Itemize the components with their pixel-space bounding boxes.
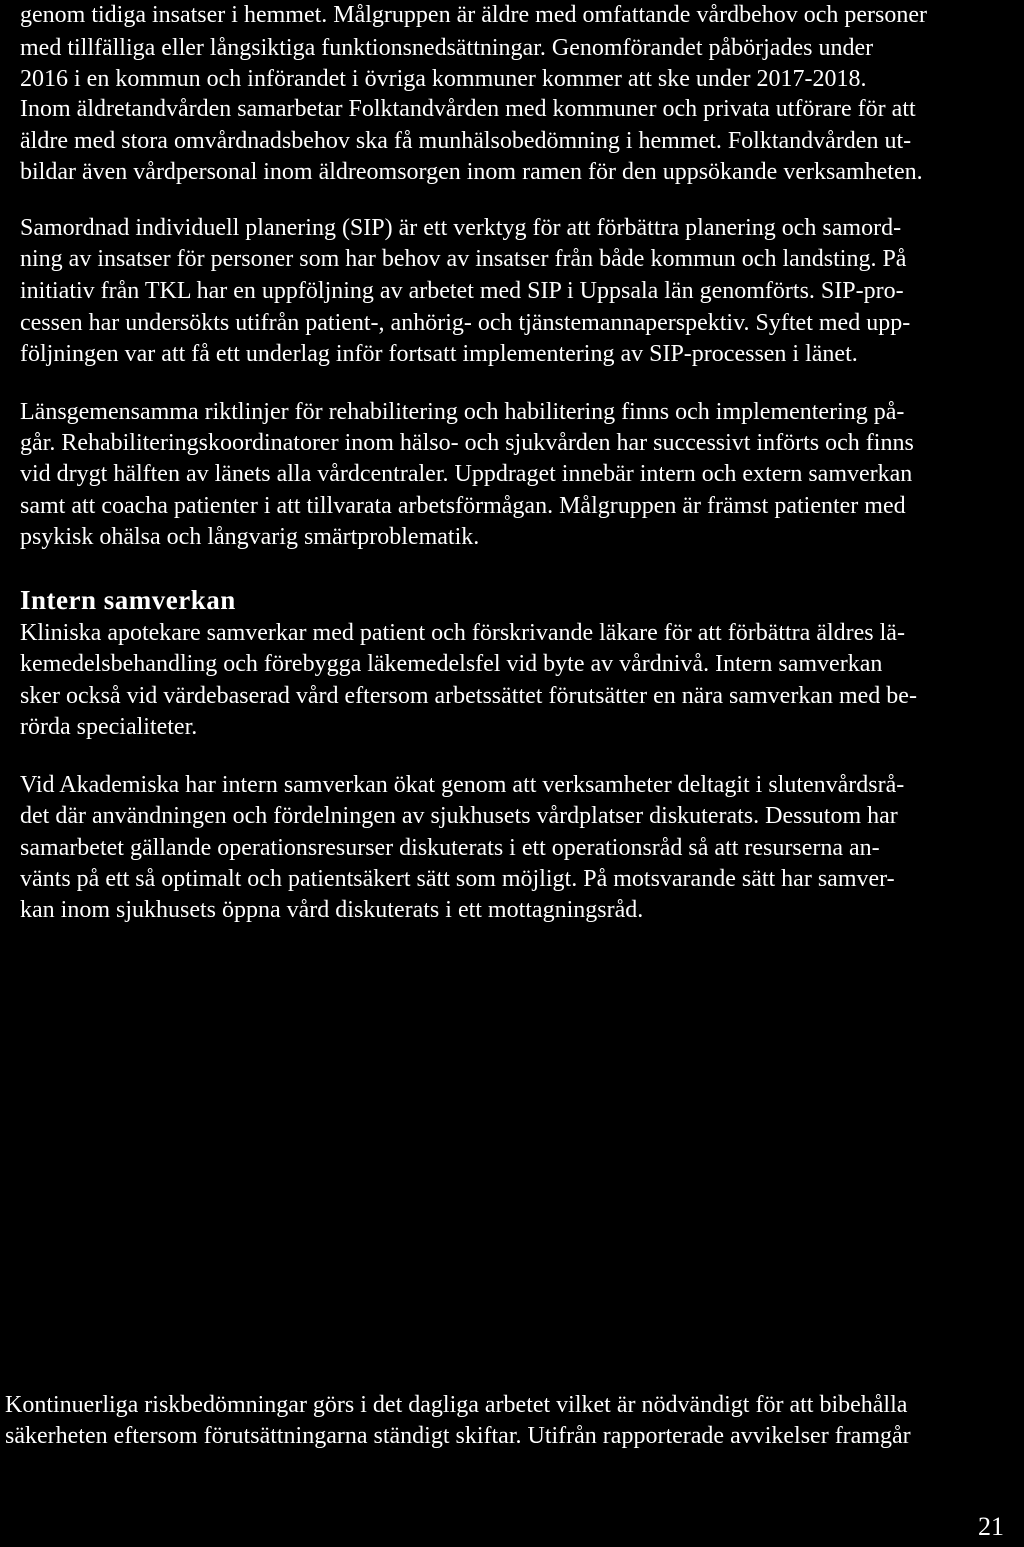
paragraph-1-line-6: bildar även vårdpersonal inom äldreomsorgen inom ramen för den uppsökande verksamheten. [20, 159, 923, 185]
paragraph-5-line-4: vänts på ett så optimalt och patientsäkert sätt som möjligt. På motsvarande sätt har samver- [20, 866, 895, 892]
paragraph-2-line-5: följningen var att få ett underlag inför fortsatt implementering av SIP-processen i länet. [20, 341, 858, 367]
paragraph-5-line-1: Vid Akademiska har intern samverkan ökat genom att verksamheter deltagit i slutenvårdsrå- [20, 772, 905, 798]
paragraph-2-line-1: Samordnad individuell planering (SIP) är ett verktyg för att förbättra planering och samord- [20, 215, 902, 241]
paragraph-4-line-1: Kliniska apotekare samverkar med patient och förskrivande läkare för att förbättra äldres lä- [20, 620, 905, 646]
paragraph-3-line-1: Länsgemensamma riktlinjer för rehabilitering och habilitering finns och implementering på- [20, 399, 905, 425]
section-heading-intern-samverkan: Intern samverkan [20, 585, 236, 615]
paragraph-3-line-4: samt att coacha patienter i att tillvarata arbetsförmågan. Målgruppen är främst patienter med [20, 493, 906, 519]
paragraph-5-line-3: samarbetet gällande operationsresurser diskuterats i ett operationsråd så att resurserna an- [20, 835, 880, 861]
paragraph-4-line-2: kemedelsbehandling och förebygga läkemedelsfel vid byte av vårdnivå. Intern samverkan [20, 651, 883, 677]
paragraph-6-line-1: Kontinuerliga riskbedömningar görs i det dagliga arbetet vilket är nödvändigt för att bibehålla [5, 1392, 908, 1418]
paragraph-2-line-4: cessen har undersökts utifrån patient-, anhörig- och tjänstemannaperspektiv. Syftet med upp- [20, 310, 911, 336]
paragraph-4-line-3: sker också vid värdebaserad vård eftersom arbetssättet förutsätter en nära samverkan med be- [20, 683, 917, 709]
paragraph-5-line-2: det där användningen och fördelningen av sjukhusets vårdplatser diskuterats. Dessutom har [20, 803, 898, 829]
page-number: 21 [978, 1512, 1004, 1541]
paragraph-1-line-5: äldre med stora omvårdnadsbehov ska få munhälsobedömning i hemmet. Folktandvården ut- [20, 128, 912, 154]
paragraph-1-line-3: 2016 i en kommun och införandet i övriga kommuner kommer att ske under 2017-2018. [20, 66, 867, 92]
paragraph-4-line-4: rörda specialiteter. [20, 714, 198, 740]
paragraph-1-line-4: Inom äldretandvården samarbetar Folktandvården med kommuner och privata utförare för att [20, 96, 916, 122]
paragraph-5-line-5: kan inom sjukhusets öppna vård diskuterats i ett mottagningsråd. [20, 897, 644, 923]
paragraph-3-line-2: går. Rehabiliteringskoordinatorer inom hälso- och sjukvården har successivt införts och finns [20, 430, 914, 456]
paragraph-6-line-2: säkerheten eftersom förutsättningarna ständigt skiftar. Utifrån rapporterade avvikelser framgår [5, 1423, 911, 1449]
paragraph-1-line-1: genom tidiga insatser i hemmet. Målgruppen är äldre med omfattande vårdbehov och personer [20, 2, 928, 28]
paragraph-2-line-2: ning av insatser för personer som har behov av insatser från både kommun och landsting. På [20, 246, 907, 272]
paragraph-3-line-5: psykisk ohälsa och långvarig smärtproblematik. [20, 524, 480, 550]
paragraph-2-line-3: initiativ från TKL har en uppföljning av arbetet med SIP i Uppsala län genomförts. SIP-pro- [20, 278, 904, 304]
paragraph-3-line-3: vid drygt hälften av länets alla vårdcentraler. Uppdraget innebär intern och extern samverkan [20, 461, 913, 487]
paragraph-1-line-2: med tillfälliga eller långsiktiga funktionsnedsättningar. Genomförandet påbörjades under [20, 35, 874, 61]
